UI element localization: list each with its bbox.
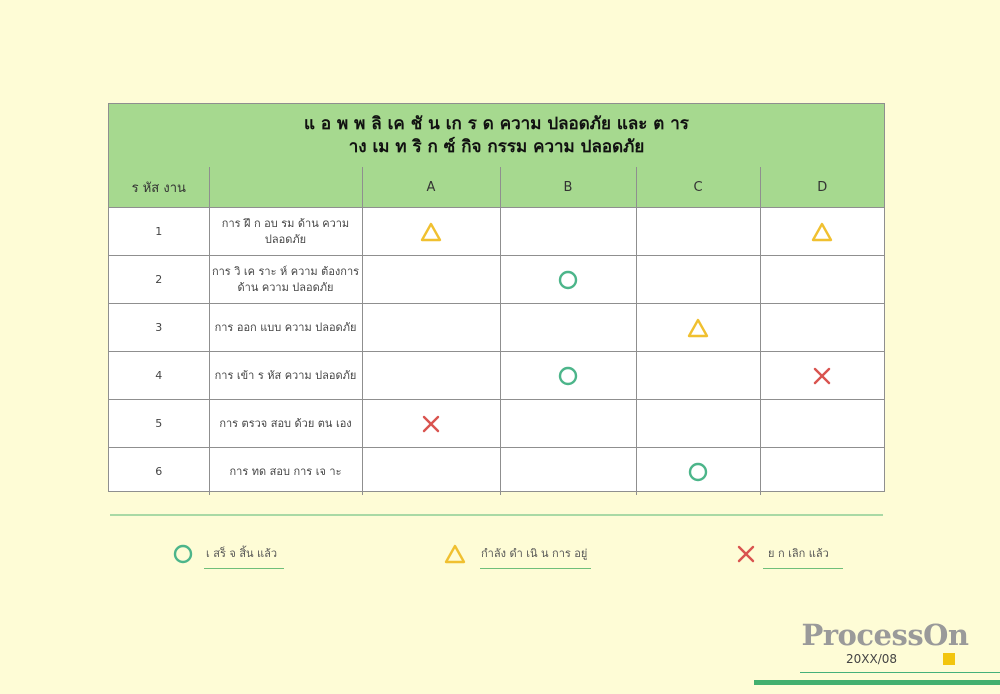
header-task-code: ร หัส งาน xyxy=(109,167,209,208)
task-code-cell: 4 xyxy=(109,352,209,400)
task-code-cell: 3 xyxy=(109,304,209,352)
matrix-cell-a xyxy=(362,256,500,304)
matrix-cell-d xyxy=(760,256,884,304)
triangle-icon xyxy=(444,543,466,565)
matrix-cell-d xyxy=(760,352,884,400)
table-row xyxy=(109,208,884,256)
task-code-cell: 6 xyxy=(109,448,209,496)
task-code-cell: 1 xyxy=(109,208,209,256)
legend-completed-label: เ สร็ จ สิ้น แล้ว xyxy=(206,547,278,560)
matrix-cell-a xyxy=(362,352,500,400)
task-name-cell: การ ทด สอบ การ เจ าะ xyxy=(209,448,362,496)
brand-logo: ProcessOn xyxy=(801,618,969,652)
title-line-1: แ อ พ พ ลิ เค ชั น เก ร ด ความ ปลอดภัย และ ต าร xyxy=(304,113,689,134)
table-row xyxy=(109,352,884,400)
date-label: 20XX/08 xyxy=(846,652,898,666)
matrix-body xyxy=(109,208,884,496)
legend-cancelled-label: ย ก เลิก แล้ว xyxy=(768,547,829,560)
matrix-cell-b xyxy=(500,448,636,496)
matrix-cell-c xyxy=(636,208,760,256)
task-name-cell: การ เข้า ร หัส ความ ปลอดภัย xyxy=(209,352,362,400)
matrix-cell-b xyxy=(500,304,636,352)
matrix-grid xyxy=(109,167,884,495)
task-code-cell: 5 xyxy=(109,400,209,448)
triangle-icon xyxy=(810,225,834,238)
matrix-title xyxy=(109,104,884,168)
legend-underline xyxy=(480,568,591,569)
triangle-icon xyxy=(419,225,443,238)
security-matrix-table xyxy=(108,103,885,492)
matrix-cell-d xyxy=(760,448,884,496)
legend-in-progress-label: กำลัง ดำ เนิ น การ อยู่ xyxy=(481,547,588,560)
title-line-2: าง เม ท ริ ก ซ์ กิจ กรรม ความ ปลอดภัย xyxy=(348,136,645,157)
circle-icon xyxy=(686,465,710,478)
matrix-cell-c xyxy=(636,448,760,496)
matrix-cell-d xyxy=(760,208,884,256)
header-column-d: D xyxy=(760,167,884,208)
matrix-cell-a xyxy=(362,400,500,448)
matrix-cell-a xyxy=(362,208,500,256)
task-code-cell: 2 xyxy=(109,256,209,304)
circle-icon xyxy=(556,273,580,286)
green-bar-decoration xyxy=(754,680,1000,685)
header-column-c: C xyxy=(636,167,760,208)
task-name-cell: การ ตรวจ สอบ ด้วย ตน เอง xyxy=(209,400,362,448)
matrix-cell-b xyxy=(500,256,636,304)
matrix-cell-d xyxy=(760,400,884,448)
matrix-cell-d xyxy=(760,304,884,352)
circle-icon xyxy=(172,543,194,565)
matrix-cell-c xyxy=(636,352,760,400)
legend-underline xyxy=(763,568,843,569)
triangle-icon xyxy=(686,321,710,334)
table-row xyxy=(109,448,884,496)
cross-icon xyxy=(735,543,757,565)
matrix-cell-b xyxy=(500,400,636,448)
matrix-cell-c xyxy=(636,304,760,352)
matrix-cell-c xyxy=(636,400,760,448)
legend-underline xyxy=(204,568,284,569)
task-name-cell: การ ฝึ ก อบ รม ด้าน ความ ปลอดภัย xyxy=(209,208,362,256)
matrix-cell-b xyxy=(500,352,636,400)
header-column-a: A xyxy=(362,167,500,208)
table-row xyxy=(109,400,884,448)
header-column-b: B xyxy=(500,167,636,208)
matrix-cell-b xyxy=(500,208,636,256)
matrix-cell-c xyxy=(636,256,760,304)
matrix-cell-a xyxy=(362,304,500,352)
divider-line xyxy=(110,514,883,516)
table-row xyxy=(109,304,884,352)
brand-divider-line xyxy=(800,672,1000,673)
matrix-cell-a xyxy=(362,448,500,496)
cross-icon xyxy=(419,417,443,430)
table-row xyxy=(109,256,884,304)
header-row xyxy=(109,167,884,208)
circle-icon xyxy=(556,369,580,382)
yellow-square-decoration xyxy=(943,653,955,665)
header-task-name xyxy=(209,167,362,208)
task-name-cell: การ วิ เค ราะ ห์ ความ ต้องการ ด้าน ความ ปลอดภัย xyxy=(209,256,362,304)
cross-icon xyxy=(810,369,834,382)
task-name-cell: การ ออก แบบ ความ ปลอดภัย xyxy=(209,304,362,352)
